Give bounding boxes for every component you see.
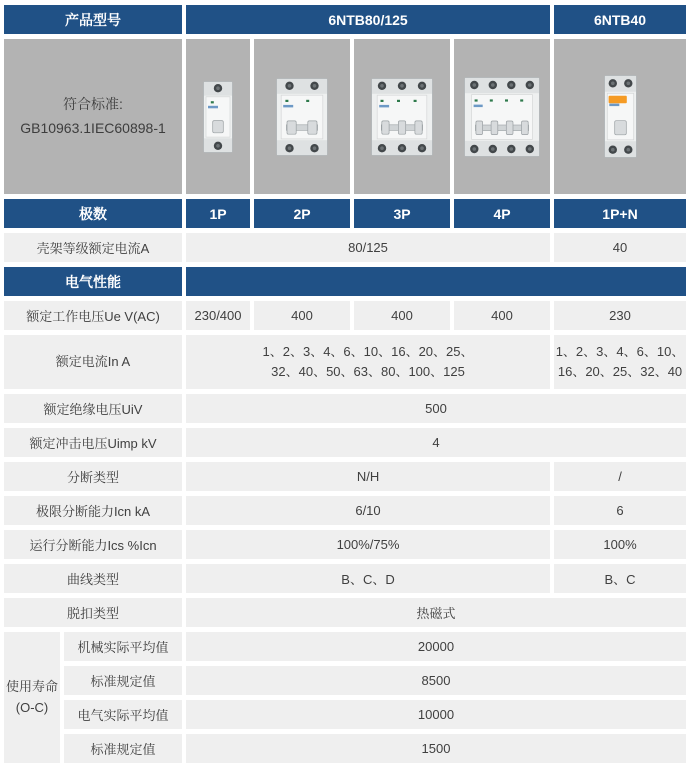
service-life-group-label (4, 632, 60, 763)
poles-row (4, 199, 686, 228)
ultimate-breaking-row (4, 496, 686, 525)
electrical-section-filler (186, 267, 686, 296)
frame-current-row (4, 233, 686, 262)
rated-current-row (4, 335, 686, 389)
ultimate-breaking-label: 极限分断能力Icn kA (4, 496, 182, 525)
impulse-voltage-row (4, 428, 686, 457)
trip-type-label: 脱扣类型 (4, 598, 182, 627)
electrical-section-row (4, 267, 686, 296)
breaker-2p-photo (254, 39, 350, 194)
frame-current-main: 80/125 (186, 233, 550, 262)
elec-standard-value: 1500 (186, 734, 686, 763)
rated-current-main (186, 335, 550, 389)
service-life-row-elec-standard (4, 734, 686, 763)
service-life-label-line1: 使用寿命 (5, 679, 58, 695)
service-breaking-main: 100%/75% (186, 530, 550, 559)
breaker-1pn-photo (554, 39, 686, 194)
product-model-label: 产品型号 (4, 5, 182, 34)
model-6ntb40: 6NTB40 (554, 5, 686, 34)
insulation-voltage-value: 500 (186, 394, 686, 423)
breaking-type-main: N/H (186, 462, 550, 491)
working-voltage-4p: 400 (454, 301, 550, 330)
impulse-voltage-label: 额定冲击电压Uimp kV (4, 428, 182, 457)
rated-current-main-line1: 1、2、3、4、6、10、16、20、25、 (262, 343, 474, 359)
frame-current-side: 40 (554, 233, 686, 262)
rated-current-side (554, 335, 686, 389)
breaking-type-row (4, 462, 686, 491)
photo-cell-3p (354, 39, 450, 194)
working-voltage-2p: 400 (254, 301, 350, 330)
photo-cell-4p (454, 39, 550, 194)
ultimate-breaking-side: 6 (554, 496, 686, 525)
working-voltage-1pn: 230 (554, 301, 686, 330)
mechanical-actual-value: 20000 (186, 632, 686, 661)
trip-type-row (4, 598, 686, 627)
standards-line1: 符合标准: (63, 95, 123, 112)
rated-current-label: 额定电流In A (4, 335, 182, 389)
breaking-type-label: 分断类型 (4, 462, 182, 491)
mechanical-actual-label: 机械实际平均值 (64, 632, 182, 661)
service-breaking-side: 100% (554, 530, 686, 559)
service-breaking-row (4, 530, 686, 559)
electrical-actual-label: 电气实际平均值 (64, 700, 182, 729)
working-voltage-label: 额定工作电压Ue V(AC) (4, 301, 182, 330)
photo-row (4, 39, 686, 194)
electrical-section-label: 电气性能 (4, 267, 182, 296)
service-life-row-mechanical (4, 632, 686, 661)
impulse-voltage-value: 4 (186, 428, 686, 457)
mech-standard-label: 标准规定值 (64, 666, 182, 695)
rated-current-side-line2: 16、20、25、32、40 (557, 364, 683, 379)
pole-1p: 1P (186, 199, 250, 228)
frame-current-label: 壳架等级额定电流A (4, 233, 182, 262)
service-life-label-line2: (O-C) (15, 699, 49, 715)
breaking-type-side: / (554, 462, 686, 491)
curve-type-row (4, 564, 686, 593)
photo-cell-1pn (554, 39, 686, 194)
pole-4p: 4P (454, 199, 550, 228)
curve-type-main: B、C、D (186, 564, 550, 593)
standards-line2: GB10963.1IEC60898-1 (20, 119, 166, 136)
ultimate-breaking-main: 6/10 (186, 496, 550, 525)
standards-cell (4, 39, 182, 194)
insulation-voltage-row (4, 394, 686, 423)
insulation-voltage-label: 额定绝缘电压UiV (4, 394, 182, 423)
breaker-4p-photo (454, 39, 550, 194)
working-voltage-row (4, 301, 686, 330)
pole-2p: 2P (254, 199, 350, 228)
rated-current-main-line2: 32、40、50、63、80、100、125 (271, 364, 465, 379)
breaker-1p-photo (186, 39, 250, 194)
breaker-3p-photo (354, 39, 450, 194)
pole-3p: 3P (354, 199, 450, 228)
model-6ntb80-125: 6NTB80/125 (186, 5, 550, 34)
model-header-row (4, 5, 686, 34)
curve-type-label: 曲线类型 (4, 564, 182, 593)
photo-cell-2p (254, 39, 350, 194)
service-breaking-label: 运行分断能力Ics %Icn (4, 530, 182, 559)
pole-1pn: 1P+N (554, 199, 686, 228)
elec-standard-label: 标准规定值 (64, 734, 182, 763)
rated-current-side-line1: 1、2、3、4、6、10、 (555, 343, 685, 359)
curve-type-side: B、C (554, 564, 686, 593)
poles-label: 极数 (4, 199, 182, 228)
service-life-row-mech-standard (4, 666, 686, 695)
service-life-row-electrical (4, 700, 686, 729)
working-voltage-3p: 400 (354, 301, 450, 330)
mech-standard-value: 8500 (186, 666, 686, 695)
trip-type-value: 热磁式 (186, 598, 686, 627)
working-voltage-1p: 230/400 (186, 301, 250, 330)
photo-cell-1p (186, 39, 250, 194)
electrical-actual-value: 10000 (186, 700, 686, 729)
